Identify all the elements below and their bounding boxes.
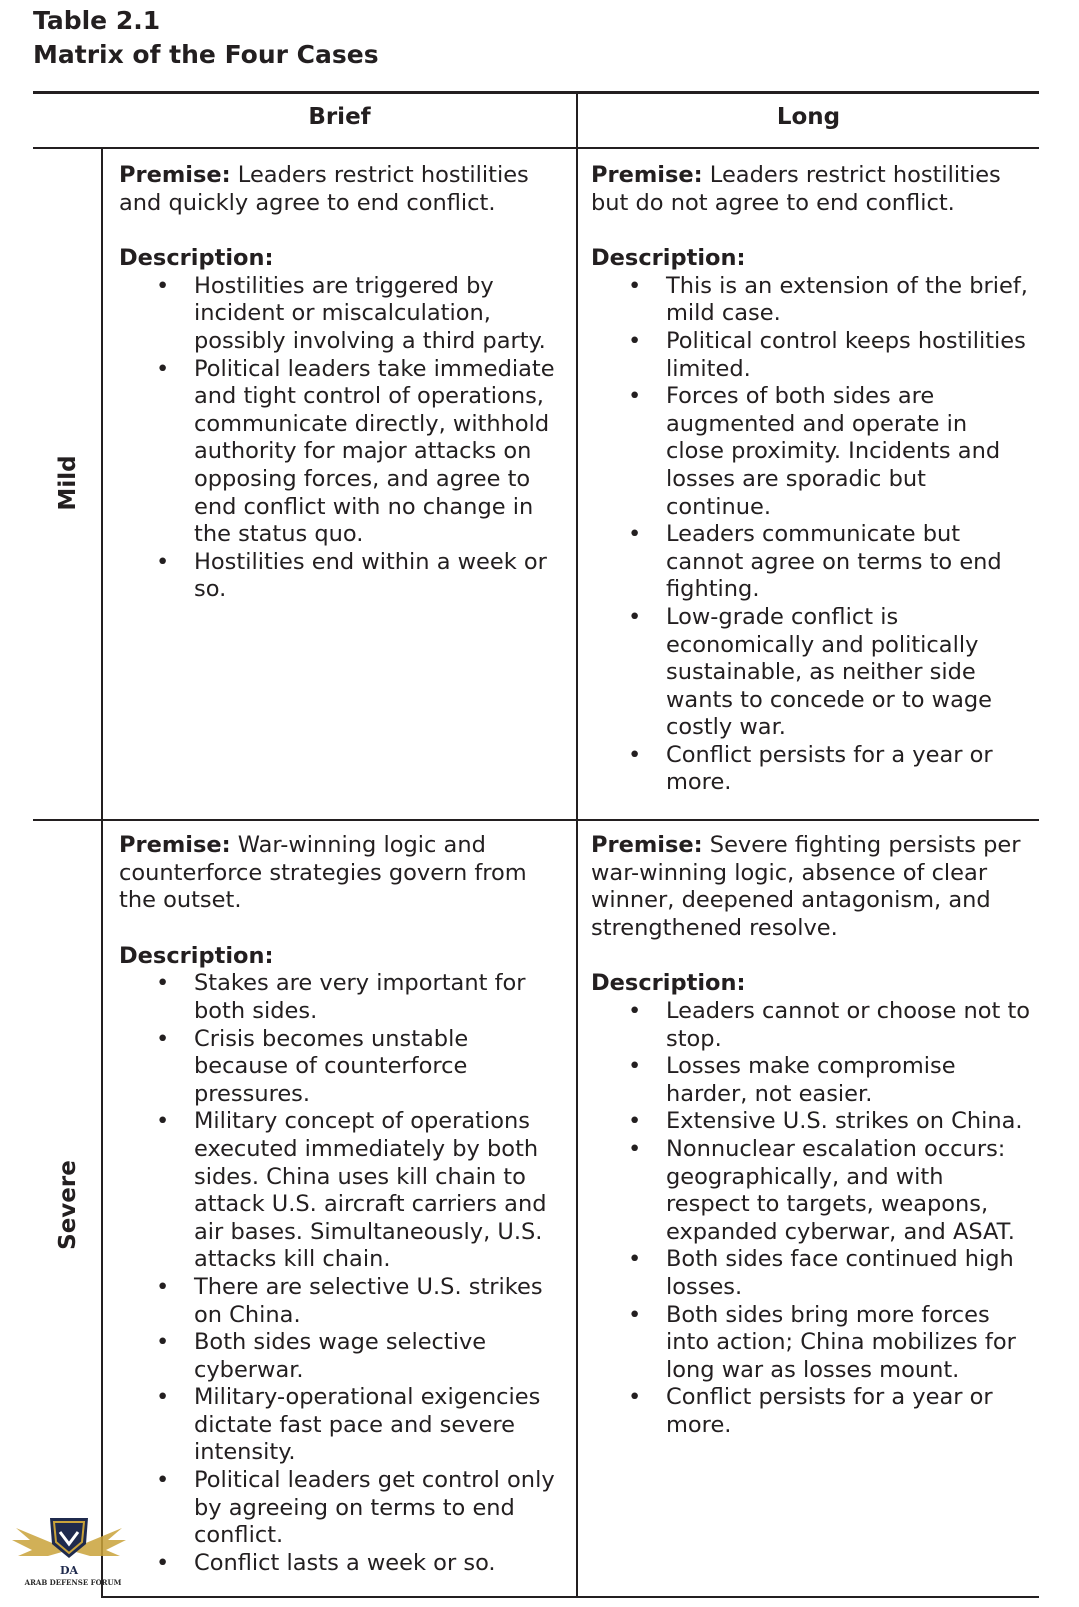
description-label: Description: <box>119 942 274 969</box>
description-list <box>119 273 564 604</box>
bullet-item: • Military concept of operations executed immediately by both sides. China uses kill chain to attack U.S. aircraft carriers and air bases. Simultaneously, U.S. attacks kill chain. <box>119 1108 564 1274</box>
column-divider <box>576 91 578 1598</box>
row-label-mild: Mild <box>55 455 81 511</box>
cell-severe-long <box>591 832 1031 1439</box>
bullet-item: • Crisis becomes unstable because of counterforce pressures. <box>119 1026 564 1109</box>
forum-label: ARAB DEFENSE FORUM <box>24 1578 122 1587</box>
bullet-item: • Forces of both sides are augmented and operate in close proximity. Incidents and losses are sporadic but continue. <box>591 383 1031 521</box>
bullet-item: • Stakes are very important for both sides. <box>119 970 564 1025</box>
bullet-item: • Low-grade conflict is economically and politically sustainable, as neither side wants to concede or to wage costly war. <box>591 604 1031 742</box>
cell-mild-brief <box>119 162 564 604</box>
bullet-item: • Political leaders take immediate and tight control of operations, communicate directly, withhold authority for major attacks on opposing forces, and agree to end conflict with no change in the status quo. <box>119 356 564 549</box>
premise <box>591 162 1031 217</box>
premise-label: Premise: <box>591 162 703 188</box>
description-label: Description: <box>591 970 746 997</box>
cell-severe-brief <box>119 832 564 1577</box>
bullet-item: • Conflict persists for a year or more. <box>591 742 1031 797</box>
table-title <box>33 4 379 72</box>
description-label: Description: <box>591 245 746 272</box>
description-list <box>591 998 1031 1440</box>
premise-text: Leaders restrict hostilities and quickly agree to end conflict. <box>119 162 529 216</box>
premise <box>591 832 1031 942</box>
premise <box>119 162 564 217</box>
bullet-item: • Losses make compromise harder, not easier. <box>591 1053 1031 1108</box>
description-list <box>591 273 1031 797</box>
table-caption: Matrix of the Four Cases <box>33 40 379 69</box>
logo-text: DA <box>59 1564 79 1577</box>
row-divider <box>33 819 1039 821</box>
cell-mild-long <box>591 162 1031 797</box>
bullet-item: • Conflict persists for a year or more. <box>591 1384 1031 1439</box>
column-header-long: Long <box>776 104 841 130</box>
row-label-severe: Severe <box>55 1160 81 1250</box>
premise-text: War-winning logic and counterforce strategies govern from the outset. <box>119 832 527 914</box>
bullet-item: • Political leaders get control only by agreeing on terms to end conflict. <box>119 1467 564 1550</box>
header-rule <box>33 147 1039 149</box>
bullet-item: • Both sides wage selective cyberwar. <box>119 1329 564 1384</box>
bottom-rule <box>101 1596 1039 1598</box>
description-list <box>119 970 564 1577</box>
top-rule <box>33 91 1039 94</box>
bullet-item: • There are selective U.S. strikes on China. <box>119 1274 564 1329</box>
bullet-item: • Both sides face continued high losses. <box>591 1246 1031 1301</box>
premise-text: Leaders restrict hostilities but do not agree to end conflict. <box>591 162 1001 216</box>
column-header-brief: Brief <box>308 104 371 130</box>
row-label-divider <box>101 147 103 1598</box>
bullet-item: • Hostilities end within a week or so. <box>119 549 564 604</box>
arab-defense-forum-watermark <box>8 1510 130 1602</box>
bullet-item: • Military-operational exigencies dictate fast pace and severe intensity. <box>119 1384 564 1467</box>
premise-label: Premise: <box>119 162 231 188</box>
premise-label: Premise: <box>119 832 231 858</box>
bullet-item: • Both sides bring more forces into action; China mobilizes for long war as losses mount. <box>591 1302 1031 1385</box>
bullet-item: • This is an extension of the brief, mild case. <box>591 273 1031 328</box>
bullet-item: • Political control keeps hostilities limited. <box>591 328 1031 383</box>
premise <box>119 832 564 915</box>
forum-logo-icon <box>8 1510 130 1580</box>
description-label: Description: <box>119 245 274 272</box>
bullet-item: • Hostilities are triggered by incident or miscalculation, possibly involving a third party. <box>119 273 564 356</box>
premise-label: Premise: <box>591 832 703 858</box>
premise-text: Severe fighting persists per war-winning logic, absence of clear winner, deepened antagonism, and strengthened resolve. <box>591 832 1021 941</box>
bullet-item: • Leaders cannot or choose not to stop. <box>591 998 1031 1053</box>
bullet-item: • Extensive U.S. strikes on China. <box>591 1108 1031 1136</box>
bullet-item: • Nonnuclear escalation occurs: geographically, and with respect to targets, weapons, expanded cyberwar, and ASAT. <box>591 1136 1031 1246</box>
bullet-item: • Conflict lasts a week or so. <box>119 1550 564 1578</box>
table-number: Table 2.1 <box>33 6 161 35</box>
bullet-item: • Leaders communicate but cannot agree on terms to end fighting. <box>591 521 1031 604</box>
